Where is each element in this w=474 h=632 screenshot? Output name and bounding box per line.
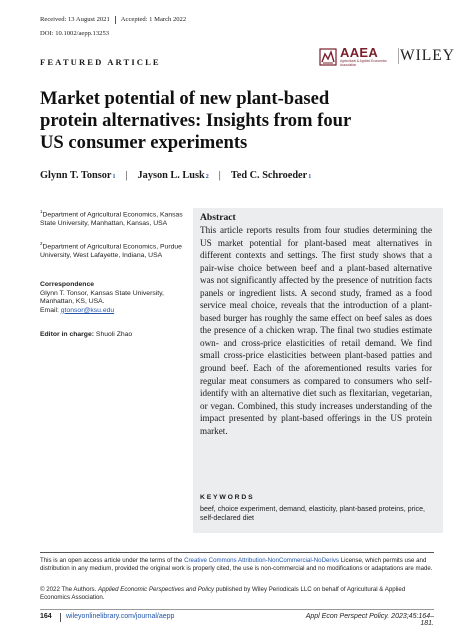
journal-website-link[interactable]: wileyonlinelibrary.com/journal/aepp (66, 613, 175, 620)
email-label: Email: (40, 306, 59, 314)
footer-divider (40, 552, 434, 553)
accepted-date: Accepted: 1 March 2022 (120, 16, 187, 23)
affiliation-number: 1 (40, 209, 43, 214)
page-divider (60, 613, 61, 622)
keywords-text: beef, choice experiment, demand, elasticity, plant-based proteins, price, self-declared diet (200, 505, 426, 523)
license-text: This is an open access article under the terms of the (40, 557, 183, 564)
affiliation-number: 2 (40, 241, 43, 246)
page-number: 164 (40, 613, 52, 620)
editor-name: Shuoli Zhao (95, 331, 133, 338)
section-label: FEATURED ARTICLE (40, 57, 161, 67)
affiliation-1 (40, 208, 190, 228)
license-text: License, which permits use and distribution in any medium, provided the original work is properly cited, the use is non-commercial and no modifications or adaptations are made. (40, 557, 433, 572)
author-affil-ref[interactable]: 1 (308, 174, 312, 180)
author-list (40, 170, 311, 181)
license-note (40, 557, 434, 573)
received-date: Received: 13 August 2021 (40, 16, 110, 23)
keywords-heading: KEYWORDS (200, 494, 255, 501)
aaea-emblem-icon (319, 47, 337, 67)
correspondence-heading: Correspondence (40, 281, 95, 288)
correspondence-block (40, 281, 190, 315)
article-dates (40, 15, 280, 24)
logo-divider (398, 48, 399, 64)
editor-block (40, 331, 190, 340)
copyright-text: © 2022 The Authors. (40, 586, 97, 593)
author-separator: | (218, 170, 221, 181)
wiley-logo: WILEY (400, 47, 455, 64)
article-title: Market potential of new plant-based protein alternatives: Insights from four US consumer experiments (40, 88, 351, 153)
author-name[interactable]: Jayson L. Lusk (137, 170, 205, 181)
abstract-text: This article reports results from four studies determining the US market potential for plant-based meat alternatives in different contexts and settings. The first study shows that a pair-wise choice between beef and a plant-based alternative was not significantly affected by the presence of nutrition facts panels or ingredient lists. A second study, framed as a food service meal choice, reveals that the introduction of a plant-based burger has roughly the same effect on beef sales as does the presence of a chicken wrap. The final two studies estimate own- and cross-price elasticities of retail demand. We find small cross-price elasticities between plant-based patties and ground beef. Each of the aforementioned results varies for regular meat consumers as compared to consumers who self-identify with an alternative diet such as flexitarian, vegetarian, or vegan. Combined, this study increases understanding of the impact presented by plant-based offerings in the US protein market. (200, 225, 432, 436)
author-affil-ref[interactable]: 2 (205, 174, 209, 180)
editor-label: Editor in charge: (40, 331, 95, 338)
aaea-tagline: Agricultural & Applied Economics Association (340, 59, 387, 67)
email-link[interactable]: gtonsor@ksu.edu (60, 306, 115, 314)
copyright-note (40, 586, 434, 602)
doi[interactable]: DOI: 10.1002/aepp.13253 (40, 30, 110, 37)
abstract-heading: Abstract (200, 212, 236, 223)
affiliation-text: Department of Agricultural Economics, Purdue University, West Lafayette, Indiana, USA (40, 243, 182, 259)
aaea-logo (319, 45, 396, 69)
author-name[interactable]: Ted C. Schroeder (230, 170, 308, 181)
copyright-text: published by Wiley Periodicals LLC on behalf of Agricultural & Applied Economics Association. (40, 586, 406, 601)
author-separator: | (125, 170, 128, 181)
license-link[interactable]: Creative Commons Attribution-NonCommercial-NoDerivs (184, 557, 339, 564)
email-line (40, 307, 190, 316)
bottom-divider (40, 609, 434, 610)
copyright-journal: Applied Economic Perspectives and Policy (98, 586, 215, 593)
date-divider (115, 16, 116, 24)
author-name[interactable]: Glynn T. Tonsor (40, 170, 112, 181)
affiliation-text: Department of Agricultural Economics, Kansas State University, Manhattan, Kansas, USA (40, 211, 183, 227)
affiliation-2 (40, 240, 190, 260)
journal-citation: Appl Econ Perspect Policy. 2023;45:164–181. (305, 613, 434, 627)
aaea-logo-text: AAEA (340, 45, 379, 60)
author-affil-ref[interactable]: 1 (112, 174, 116, 180)
correspondence-text: Glynn T. Tonsor, Kansas State University, Manhattan, KS, USA. (40, 289, 164, 306)
